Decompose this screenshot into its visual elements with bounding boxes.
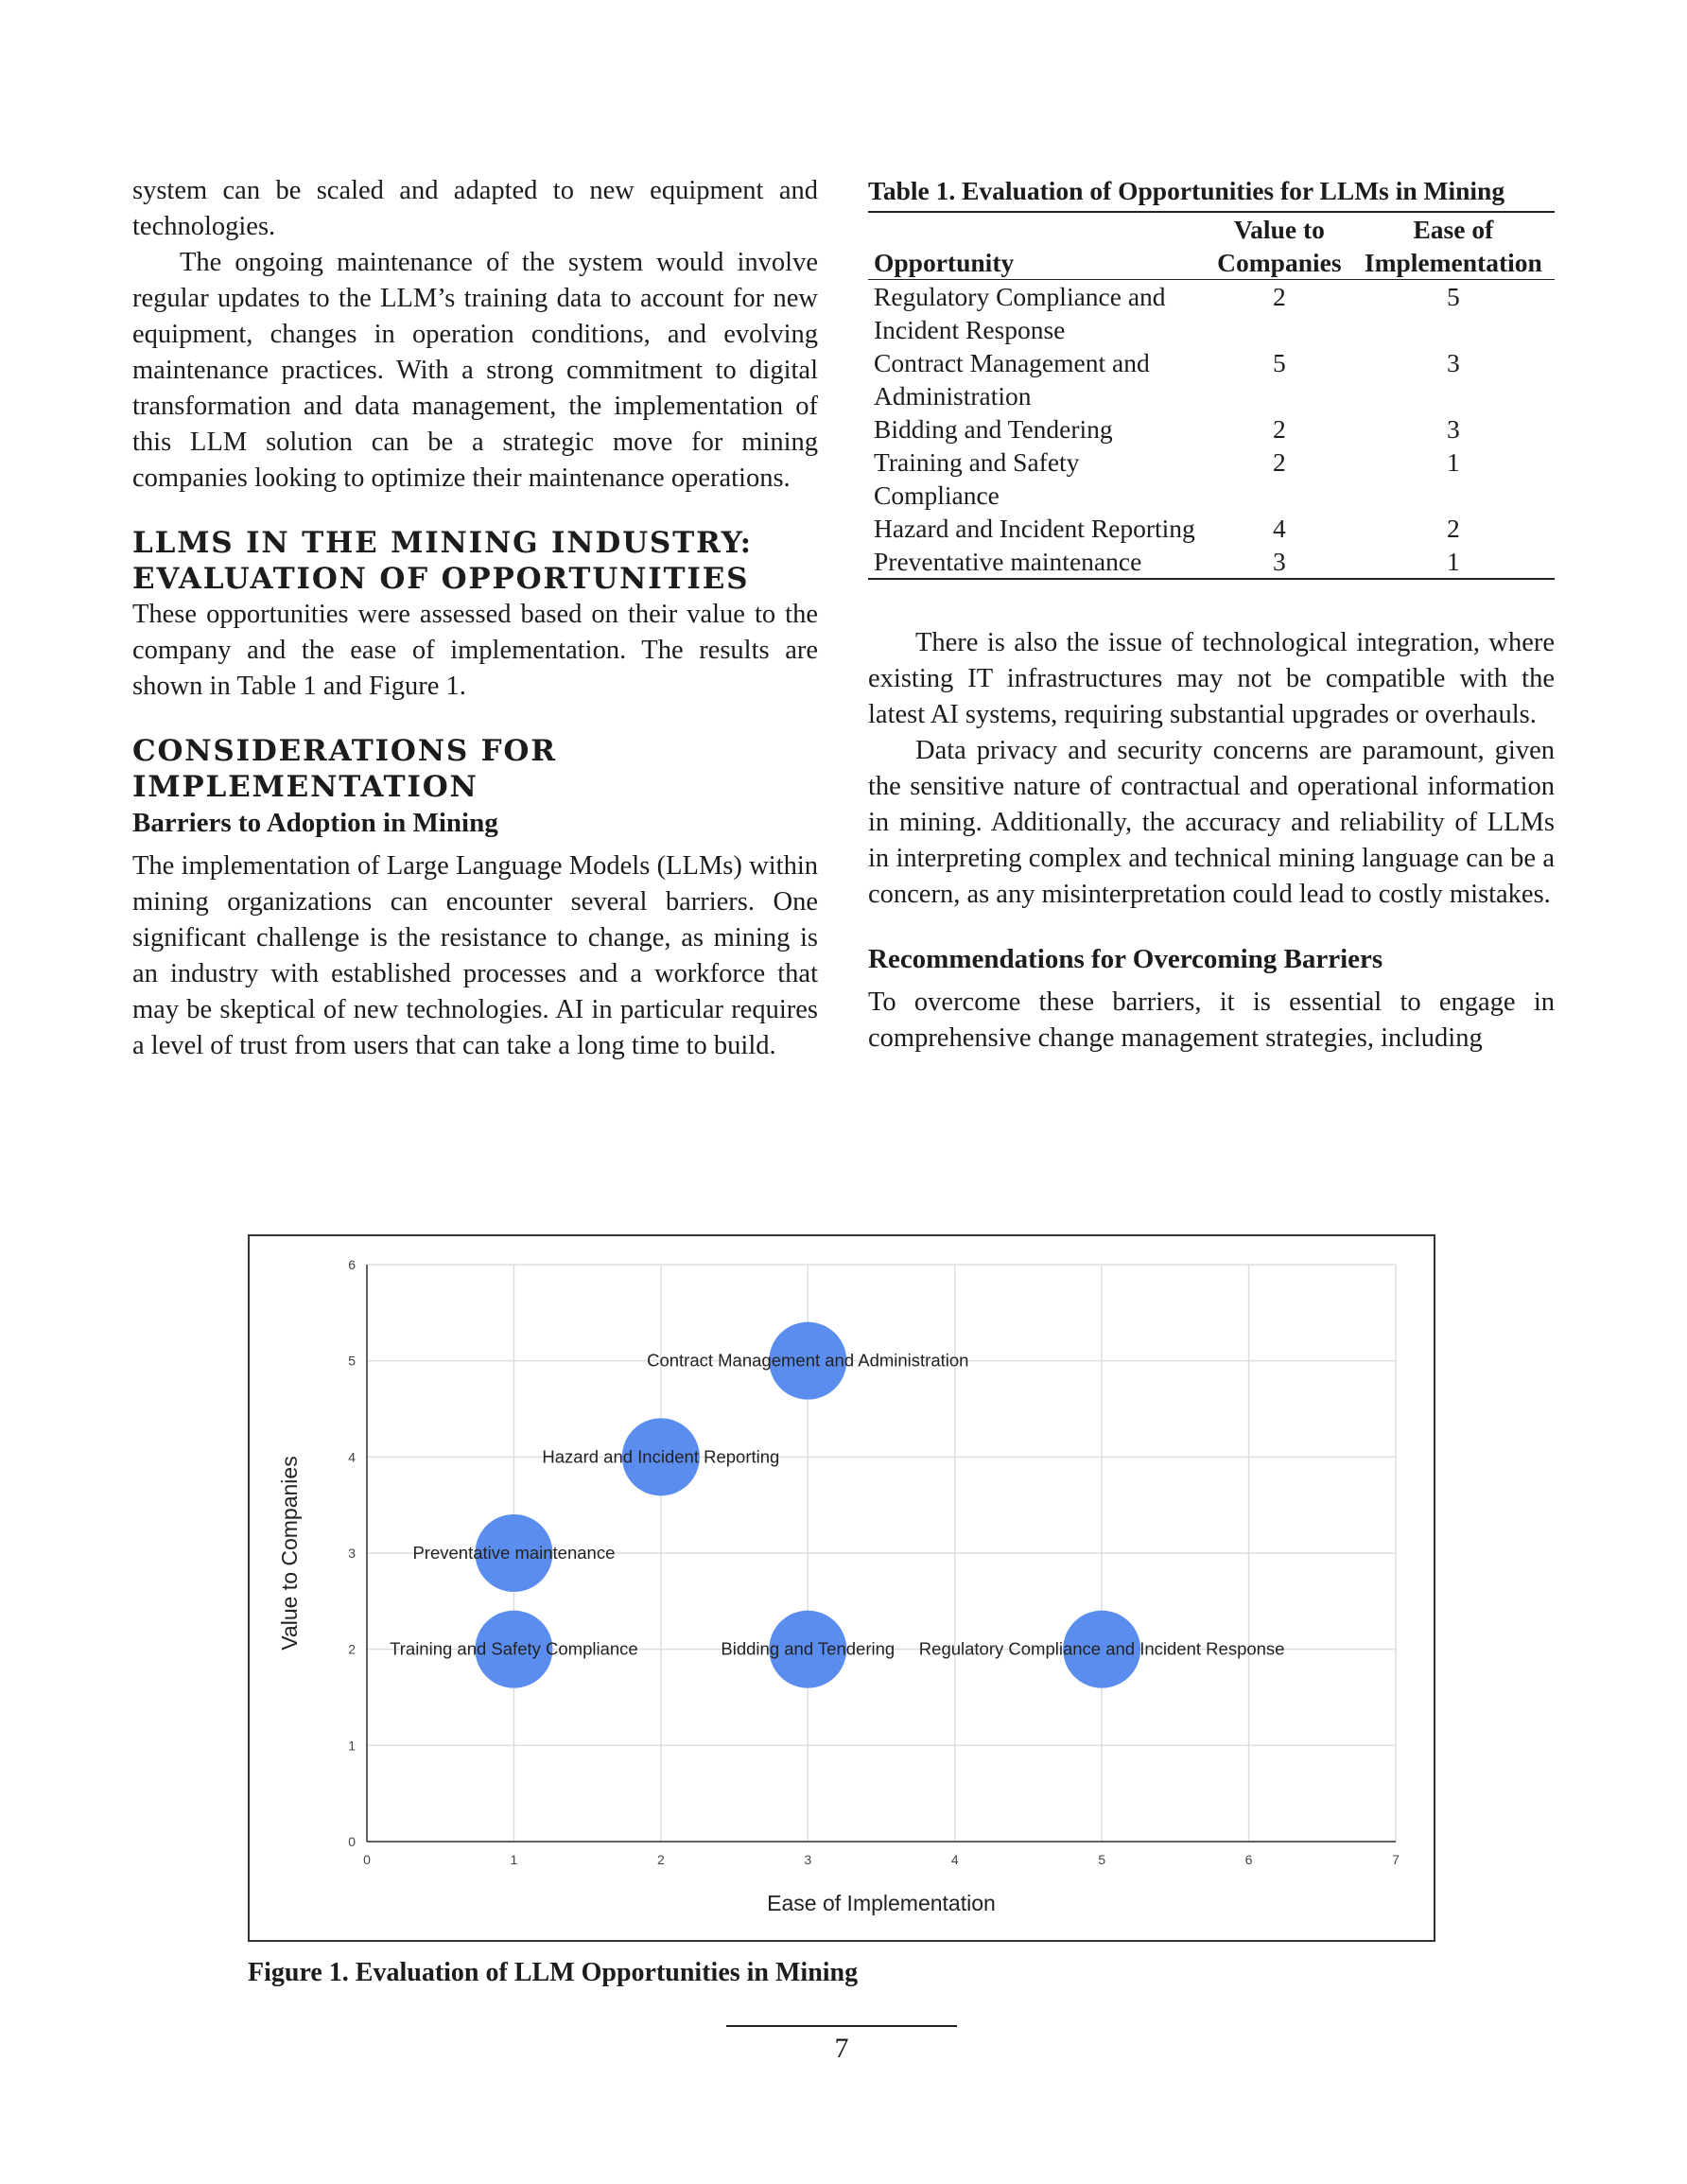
data-point-label: Bidding and Tendering [721, 1638, 896, 1659]
y-tick-label: 0 [348, 1834, 356, 1849]
cell-value: 4 [1272, 514, 1286, 543]
cell-opportunity: Contract Management and Administration [874, 348, 1150, 411]
cell-value: 2 [1272, 282, 1286, 311]
table-row [868, 545, 1555, 579]
table-header-row [868, 212, 1555, 280]
section-heading-line: LLMS IN THE MINING INDUSTRY: [132, 526, 753, 560]
table-row [868, 446, 1555, 512]
y-tick-label: 2 [348, 1641, 356, 1657]
paragraph: To overcome these barriers, it is essential to engage in comprehensive change management strategies, including [868, 987, 1555, 1053]
data-point-label: Contract Management and Administration [647, 1350, 969, 1371]
x-axis-label: Ease of Implementation [767, 1891, 996, 1915]
header-ease-line: Implementation [1364, 248, 1542, 277]
left-column [132, 173, 818, 1064]
x-tick-label: 2 [656, 1852, 665, 1867]
data-point-label: Preventative maintenance [412, 1543, 616, 1563]
header-value [1207, 212, 1352, 280]
cell-ease: 1 [1446, 447, 1460, 477]
y-tick-label: 3 [348, 1546, 356, 1561]
y-tick-label: 4 [348, 1449, 356, 1465]
x-tick-label: 5 [1098, 1852, 1106, 1867]
y-axis-label: Value to Companies [277, 1456, 302, 1651]
table-row [868, 346, 1555, 412]
cell-value: 3 [1272, 547, 1286, 576]
y-tick-label: 1 [348, 1738, 356, 1754]
cell-opportunity: Training and Safety Compliance [874, 447, 1080, 510]
x-tick-label: 0 [363, 1852, 371, 1867]
table-row [868, 280, 1555, 347]
footer-rule [726, 2025, 957, 2027]
paragraph: There is also the issue of technological integration, where existing IT infrastructures may not be compatible with the latest AI systems, requiring substantial upgrades or overhauls. [868, 628, 1555, 729]
paragraph: The implementation of Large Language Models (LLMs) within mining organizations can encounter several barriers. One significant challenge is the resistance to change, as mining is an industry with established processes and a workforce that may be skeptical of new technologies. AI in particular requires a level of trust from users that can take a long time to build. [132, 851, 818, 1060]
cell-ease: 3 [1446, 414, 1460, 444]
figure-caption: Figure 1. Evaluation of LLM Opportunities in Mining [248, 1958, 859, 1987]
data-point-label: Regulatory Compliance and Incident Response [918, 1638, 1285, 1659]
header-opportunity: Opportunity [868, 212, 1207, 280]
opportunities-table [868, 211, 1555, 580]
data-point-label: Hazard and Incident Reporting [542, 1446, 780, 1467]
header-value-line: Companies [1217, 248, 1342, 277]
subsection-heading: Barriers to Adoption in Mining [132, 808, 498, 838]
table-row [868, 412, 1555, 446]
x-tick-label: 7 [1392, 1852, 1400, 1867]
x-tick-label: 1 [510, 1852, 518, 1867]
figure-frame [248, 1234, 1435, 1942]
section-heading-line: EVALUATION OF OPPORTUNITIES [132, 562, 750, 596]
section-heading-line: CONSIDERATIONS FOR [132, 734, 557, 768]
cell-ease: 1 [1446, 547, 1460, 576]
paragraph: Data privacy and security concerns are paramount, given the sensitive nature of contractual and operational information in mining. Additionally, the accuracy and reliability of LLMs in interpreting complex and technical mining language can be a concern, as any misinterpretation could lead to costly mistakes. [868, 736, 1555, 909]
paragraph: The ongoing maintenance of the system would involve regular updates to the LLM’s training data to account for new equipment, changes in operation conditions, and evolving maintenance practices. With a strong commitment to digital transformation and data management, the implementation of this LLM solution can be a strategic move for mining companies looking to optimize their maintenance operations. [132, 248, 818, 493]
header-value-line: Value to [1233, 215, 1325, 244]
cell-ease: 3 [1446, 348, 1460, 377]
right-column [868, 173, 1555, 1057]
bubble-chart [250, 1236, 1434, 1940]
section-heading [132, 525, 818, 597]
x-tick-label: 6 [1244, 1852, 1253, 1867]
y-tick-label: 5 [348, 1353, 356, 1369]
cell-value: 2 [1272, 414, 1286, 444]
page-number: 7 [834, 2033, 849, 2064]
cell-ease: 5 [1446, 282, 1460, 311]
cell-value: 5 [1272, 348, 1286, 377]
paragraph: These opportunities were assessed based on their value to the company and the ease of implementation. The results are shown in Table 1 and Figure 1. [132, 600, 818, 701]
subsection-heading: Recommendations for Overcoming Barriers [868, 944, 1383, 974]
paragraph: system can be scaled and adapted to new equipment and technologies. [132, 176, 818, 241]
cell-value: 2 [1272, 447, 1286, 477]
table-caption: Table 1. Evaluation of Opportunities for LLMs in Mining [868, 176, 1505, 205]
header-ease-line: Ease of [1413, 215, 1494, 244]
cell-opportunity: Bidding and Tendering [874, 414, 1113, 444]
y-tick-label: 6 [348, 1257, 356, 1272]
header-ease [1352, 212, 1555, 280]
data-point-label: Training and Safety Compliance [390, 1638, 638, 1659]
cell-ease: 2 [1446, 514, 1460, 543]
x-tick-label: 3 [804, 1852, 812, 1867]
cell-opportunity: Hazard and Incident Reporting [874, 514, 1195, 543]
cell-opportunity: Regulatory Compliance and Incident Response [874, 282, 1166, 344]
table-row [868, 512, 1555, 545]
section-heading [132, 733, 818, 805]
section-heading-line: IMPLEMENTATION [132, 770, 478, 804]
x-tick-label: 4 [950, 1852, 959, 1867]
cell-opportunity: Preventative maintenance [874, 547, 1142, 576]
